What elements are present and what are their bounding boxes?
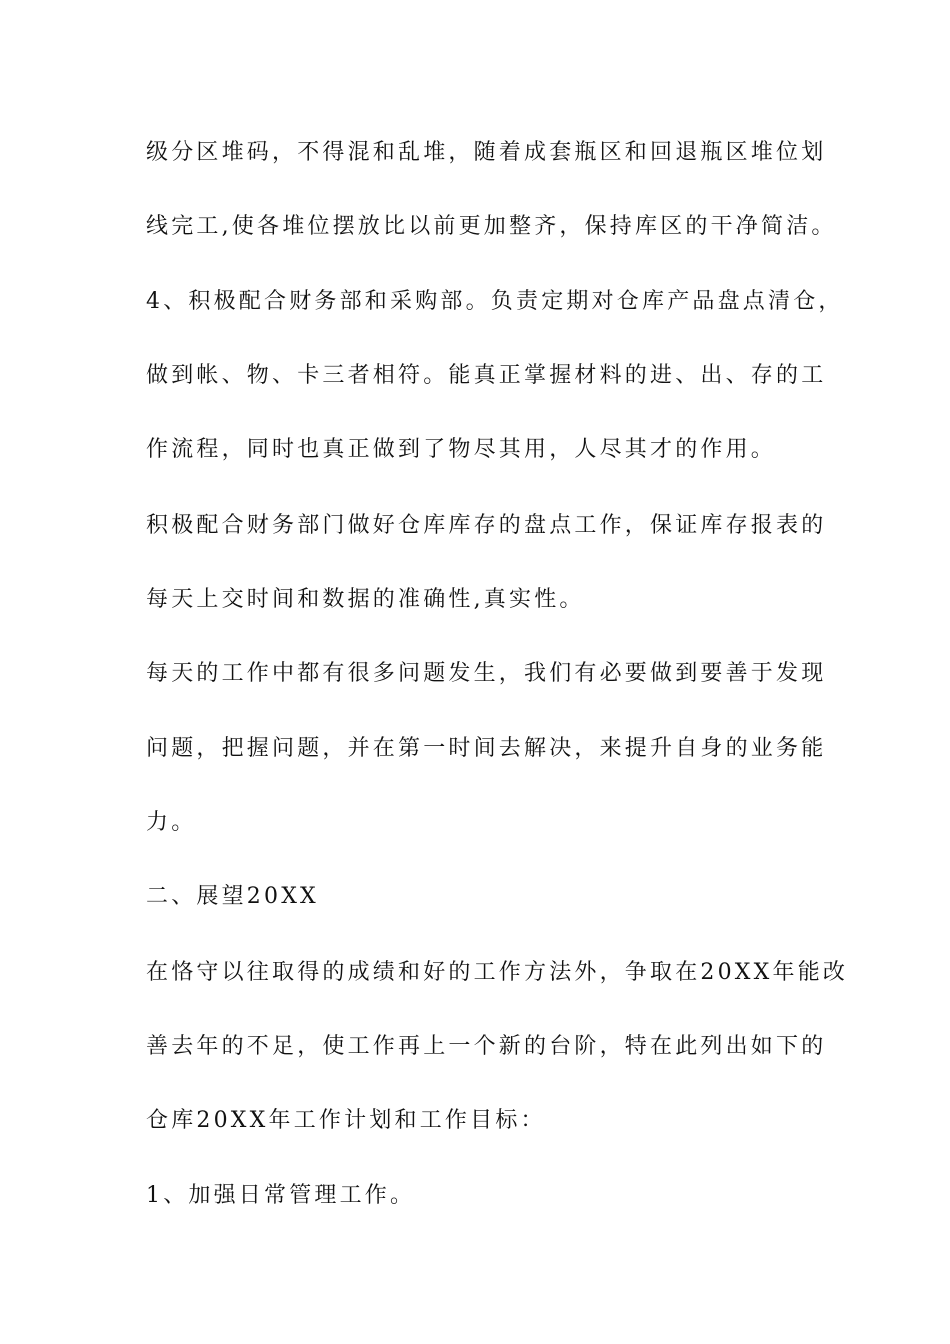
body-text-line: 问题，把握问题，并在第一时间去解决，来提升自身的业务能 [146, 736, 827, 761]
body-text-line: 每天上交时间和数据的准确性,真实性。 [146, 587, 585, 612]
body-text-line: 在恪守以往取得的成绩和好的工作方法外，争取在20XX年能改 [146, 960, 849, 985]
body-text-line: 每天的工作中都有很多问题发生，我们有必要做到要善于发现 [146, 661, 827, 686]
body-text-line: 4、积极配合财务部和采购部。负责定期对仓库产品盘点清仓， [146, 289, 844, 314]
body-text-line: 善去年的不足，使工作再上一个新的台阶，特在此列出如下的 [146, 1034, 827, 1059]
body-text-line: 仓库20XX年工作计划和工作目标： [146, 1108, 546, 1133]
section-heading: 二、展望20XX [146, 884, 319, 909]
list-item: 1、加强日常管理工作。 [146, 1183, 416, 1208]
body-text-line: 力。 [146, 810, 197, 835]
body-text-line: 级分区堆码，不得混和乱堆，随着成套瓶区和回退瓶区堆位划 [146, 140, 827, 165]
body-text-line: 线完工,使各堆位摆放比以前更加整齐，保持库区的干净简洁。 [146, 214, 837, 239]
body-text-line: 积极配合财务部门做好仓库库存的盘点工作，保证库存报表的 [146, 513, 827, 538]
body-text-line: 作流程，同时也真正做到了物尽其用，人尽其才的作用。 [146, 437, 777, 462]
body-text-line: 做到帐、物、卡三者相符。能真正掌握材料的进、出、存的工 [146, 363, 827, 388]
